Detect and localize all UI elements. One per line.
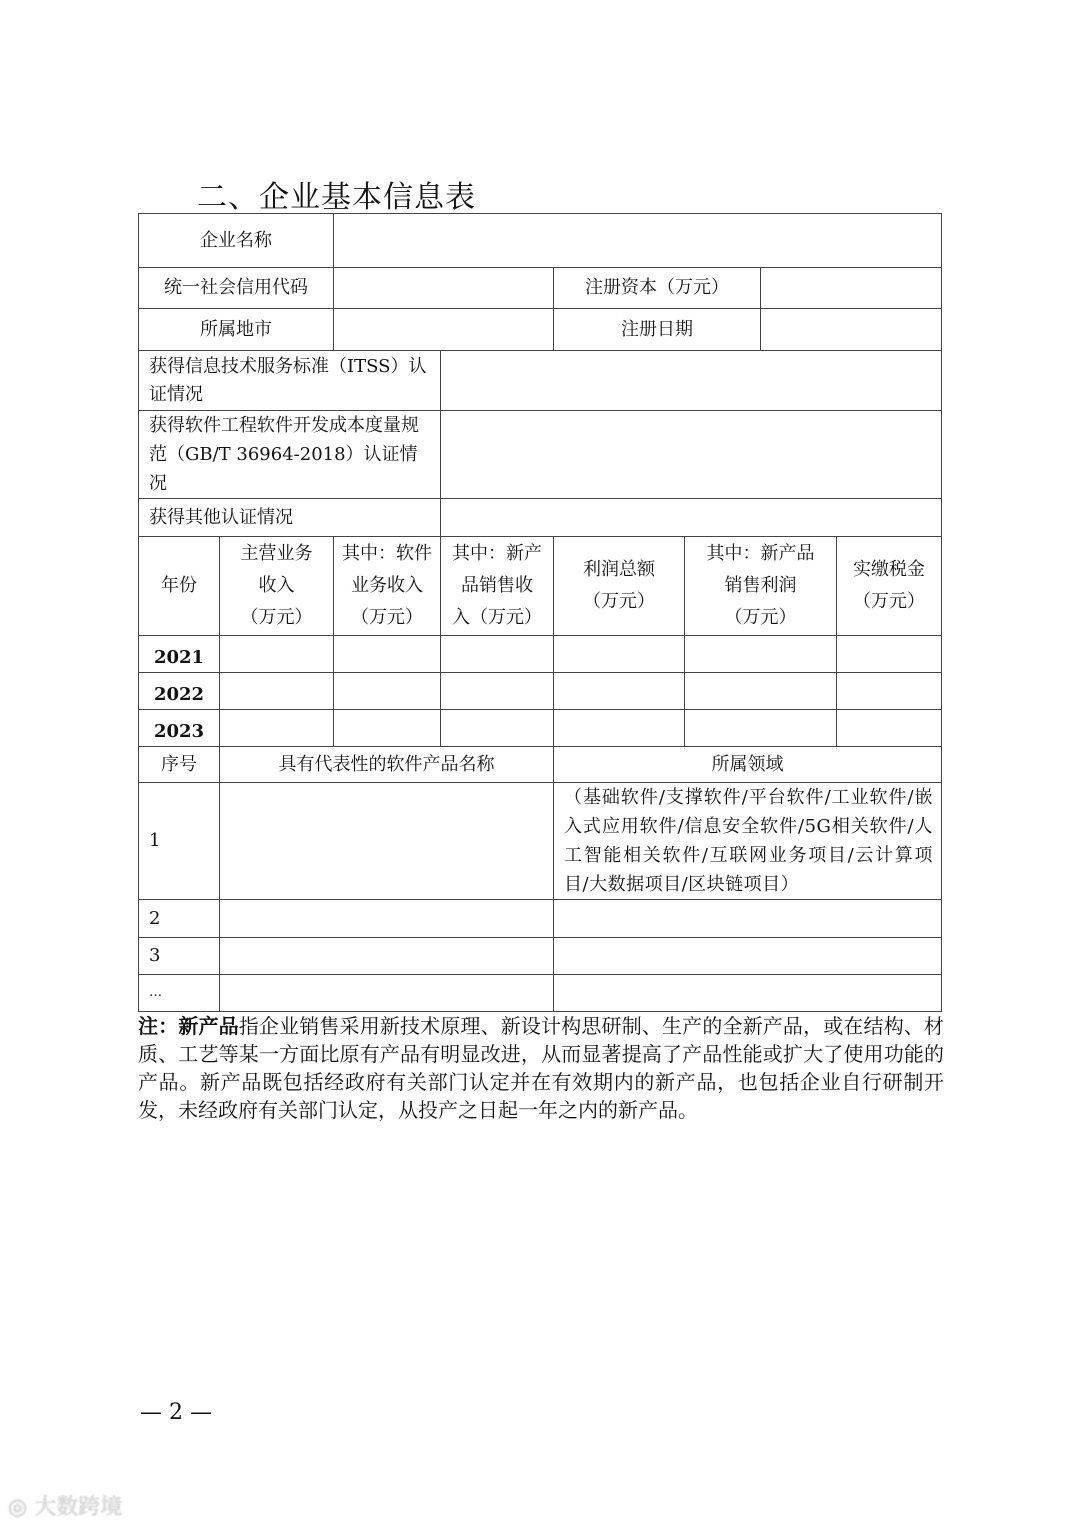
note-text: 指企业销售采用新技术原理、新设计构思研制、生产的全新产品，或在结构、材质、工艺等某一方面比原有产品有明显改进，从而显著提高了产品性能或扩大了使用功能的产品。新产品既包括经政府有关部门认定并在有效期内的新产品，也包括企业自行研制开发，未经政府有关部门认定，从投产之日起一年之内的新产品。 — [138, 1014, 945, 1122]
finance-value-field[interactable] — [684, 672, 837, 710]
header-line: 销售利润 — [724, 575, 797, 596]
label-location: 所属地市 — [138, 308, 334, 351]
finance-value-field[interactable] — [836, 709, 942, 747]
footnote — [138, 1012, 944, 1124]
finance-value-field[interactable] — [440, 709, 554, 747]
other-cert-field[interactable] — [440, 498, 942, 537]
header-index: 序号 — [138, 746, 220, 783]
year-label: 2021 — [138, 635, 220, 673]
finance-value-field[interactable] — [333, 672, 441, 710]
watermark-logo: ◎ 大数跨境 — [8, 1495, 123, 1520]
finance-header-1 — [219, 536, 334, 636]
product-row-index: 2 — [138, 899, 220, 938]
reg-date-field[interactable] — [760, 308, 942, 351]
note-term: 新产品 — [178, 1014, 239, 1038]
label-reg-date: 注册日期 — [553, 308, 761, 351]
header-line: 入（万元） — [452, 607, 542, 628]
reg-capital-field[interactable] — [760, 267, 942, 309]
header-line: 其中：新产 — [452, 543, 542, 564]
header-domain: 所属领域 — [553, 746, 942, 783]
label-credit-code: 统一社会信用代码 — [138, 267, 334, 309]
finance-value-field[interactable] — [219, 672, 334, 710]
label-other-cert: 获得其他认证情况 — [138, 498, 441, 537]
page-number: — 2 — — [140, 1400, 212, 1425]
finance-value-field[interactable] — [684, 635, 837, 673]
header-line: 其中：软件 — [342, 543, 432, 564]
label-reg-capital: 注册资本（万元） — [553, 267, 761, 309]
finance-value-field[interactable] — [553, 709, 685, 747]
company-name-field[interactable] — [333, 213, 942, 268]
finance-header-5 — [684, 536, 837, 636]
header-line: （万元） — [583, 591, 655, 612]
product-name-field[interactable] — [219, 937, 554, 975]
label-itss: 获得信息技术服务标准（ITSS）认证情况 — [138, 350, 441, 411]
label-company-name: 企业名称 — [138, 213, 334, 268]
header-line: 品销售收 — [461, 575, 533, 596]
year-label: 2023 — [138, 709, 220, 747]
header-line: （万元） — [724, 607, 797, 628]
section-title: 二、企业基本信息表 — [197, 180, 476, 215]
itss-field[interactable] — [440, 350, 942, 411]
product-name-field[interactable] — [219, 974, 554, 1012]
finance-value-field[interactable] — [684, 709, 837, 747]
product-domain-hint: （基础软件/支撑软件/平台软件/工业软件/嵌入式应用软件/信息安全软件/5G相关软件/人工智能相关软件/互联网业务项目/云计算项目/大数据项目/区块链项目） — [553, 782, 942, 900]
year-label: 2022 — [138, 672, 220, 710]
finance-header-4 — [553, 536, 685, 636]
credit-code-field[interactable] — [333, 267, 554, 309]
finance-value-field[interactable] — [440, 672, 554, 710]
header-line: 业务收入 — [351, 575, 423, 596]
product-domain-field[interactable] — [553, 974, 942, 1012]
header-line: 利润总额 — [583, 559, 655, 580]
finance-value-field[interactable] — [836, 635, 942, 673]
product-row-index: 3 — [138, 937, 220, 975]
finance-header-6 — [836, 536, 942, 636]
header-line: 年份 — [161, 575, 197, 596]
product-name-field[interactable] — [219, 899, 554, 938]
finance-value-field[interactable] — [553, 635, 685, 673]
product-domain-field[interactable] — [553, 937, 942, 975]
finance-value-field[interactable] — [440, 635, 554, 673]
location-field[interactable] — [333, 308, 554, 351]
gbt-field[interactable] — [440, 410, 942, 499]
finance-value-field[interactable] — [219, 709, 334, 747]
product-name-field[interactable] — [219, 782, 554, 900]
header-line: （万元） — [240, 607, 313, 628]
header-line: （万元） — [351, 607, 423, 628]
finance-value-field[interactable] — [553, 672, 685, 710]
label-gbt: 获得软件工程软件开发成本度量规范（GB/T 36964-2018）认证情况 — [138, 410, 441, 499]
finance-value-field[interactable] — [333, 635, 441, 673]
product-row-index: 1 — [138, 782, 220, 900]
header-line: 主营业务 — [240, 543, 313, 564]
finance-header-0 — [138, 536, 220, 636]
header-product-name: 具有代表性的软件产品名称 — [219, 746, 554, 783]
finance-value-field[interactable] — [219, 635, 334, 673]
finance-header-2 — [333, 536, 441, 636]
product-domain-field[interactable] — [553, 899, 942, 938]
note-prefix: 注： — [138, 1014, 179, 1038]
finance-header-3 — [440, 536, 554, 636]
header-line: 其中：新产品 — [706, 543, 815, 564]
finance-value-field[interactable] — [333, 709, 441, 747]
header-line: 实缴税金 — [853, 559, 925, 580]
header-line: 收入 — [258, 575, 295, 596]
finance-value-field[interactable] — [836, 672, 942, 710]
header-line: （万元） — [853, 591, 925, 612]
product-row-index: … — [138, 974, 220, 1012]
